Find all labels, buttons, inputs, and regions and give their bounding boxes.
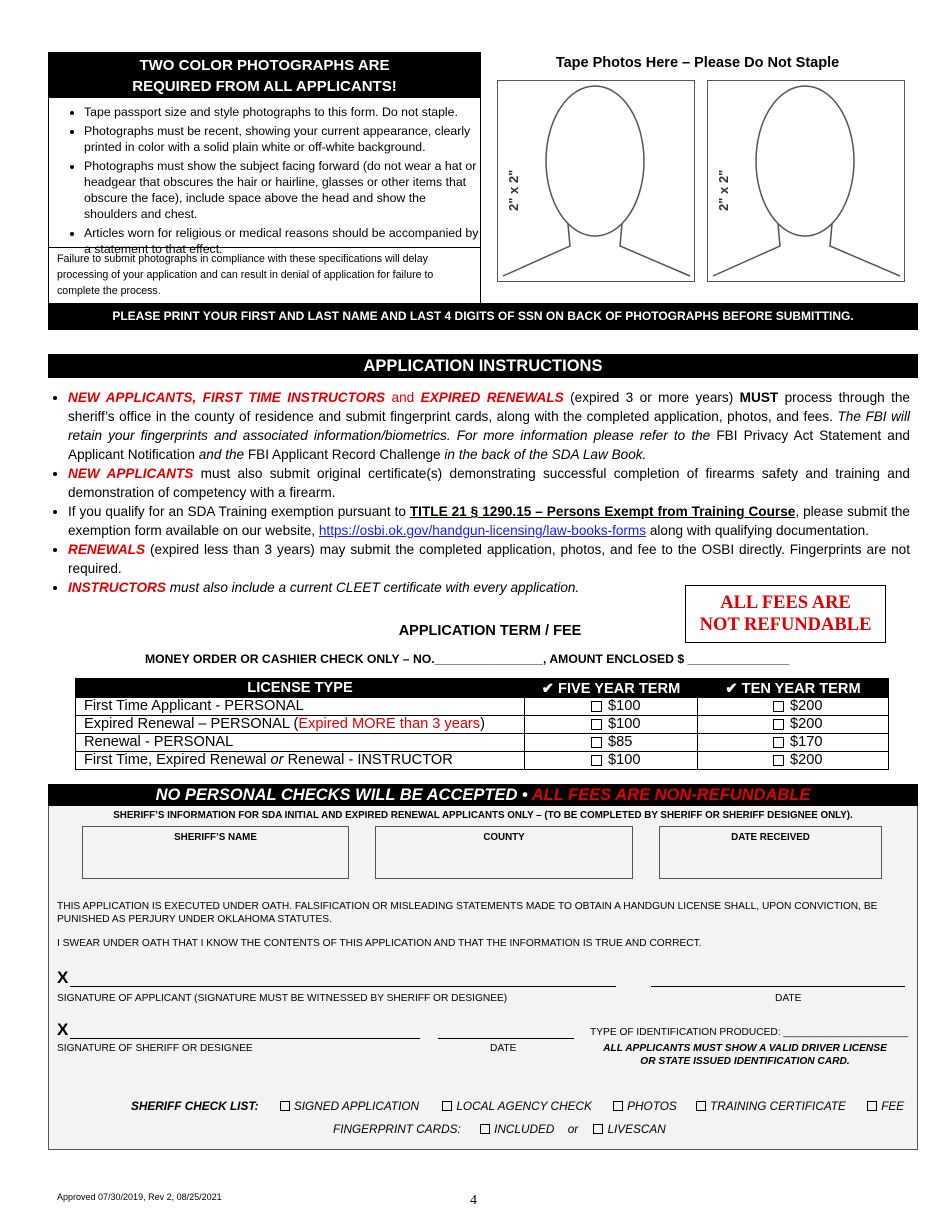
included-checkbox[interactable] <box>480 1124 490 1134</box>
table-row <box>76 752 889 770</box>
fingerprint-label: FINGERPRINT CARDS: <box>333 1122 461 1136</box>
applicant-signature-label: SIGNATURE OF APPLICANT (SIGNATURE MUST BE WITNESSED BY SHERIFF OR DESIGNEE) <box>57 993 508 1004</box>
photo-requirement-item: • Photographs must be recent, showing your current appearance, clearly printed in color with a solid plain white or off-white background. <box>84 123 480 155</box>
id-requirement-note: ALL APPLICANTS MUST SHOW A VALID DRIVER LICENSE OR STATE ISSUED IDENTIFICATION CARD. <box>603 1043 887 1067</box>
oath-swear: I SWEAR UNDER OATH THAT I KNOW THE CONTENTS OF THIS APPLICATION AND THAT THE INFORMATION IS TRUE AND CORRECT. <box>57 938 702 949</box>
photo-size-label: 2" x 2" <box>716 169 731 211</box>
instruction-item: • If you qualify for an SDA Training exemption pursuant to TITLE 21 § 1290.15 – Persons Exempt from Training Course, please submit the exemption form available on our website, https://osbi.ok.gov/handgun-licensing/law-books-forms along with qualifying documentation. <box>68 502 910 540</box>
photo-requirements-header <box>49 53 480 98</box>
fees-not-refundable-box <box>685 585 886 643</box>
approval-footer: Approved 07/30/2019, Rev 2, 08/25/2021 <box>57 1192 222 1202</box>
applicant-signature-line[interactable] <box>70 970 616 987</box>
sheriff-info-heading: SHERIFF’S INFORMATION FOR SDA INITIAL AND EXPIRED RENEWAL APPLICANTS ONLY – (TO BE COMPLETED BY SHERIFF OR SHERIFF DESIGNEE ONLY). <box>113 810 853 821</box>
photo-size-label: 2" x 2" <box>506 169 521 211</box>
five-year-header: ✔ FIVE YEAR TERM <box>525 679 698 698</box>
head-silhouette-icon <box>708 81 903 280</box>
oath-statement: THIS APPLICATION IS EXECUTED UNDER OATH. FALSIFICATION OR MISLEADING STATEMENTS MADE TO OBTAIN A HANDGUN LICENSE SHALL, UPON CONVICTION, BE PUNISHED AS PERJURY UNDER OKLAHOMA STATUTES. <box>57 901 878 925</box>
photo-requirement-item: • Tape passport size and style photographs to this form. Do not staple. <box>84 104 480 120</box>
applicant-date-label: DATE <box>775 993 802 1004</box>
sheriff-date-line[interactable] <box>438 1022 574 1039</box>
ten-year-fee: $200 <box>790 752 823 768</box>
photo-requirements-list <box>49 104 480 257</box>
license-type-cell: Expired Renewal – PERSONAL (Expired MORE than 3 years) <box>76 716 525 734</box>
table-row <box>76 716 889 734</box>
ten-year-header: ✔ TEN YEAR TERM <box>698 679 889 698</box>
five-year-fee: $85 <box>608 734 633 750</box>
sheriff-name-label: SHERIFF’S NAME <box>174 832 257 843</box>
sheriff-x-mark: X <box>57 1020 69 1039</box>
photo-requirements-box <box>48 52 481 304</box>
ten-year-checkbox[interactable] <box>773 701 784 712</box>
photo-requirement-item: • Photographs must show the subject facing forward (do not wear a hat or headgear that obscures the hair or hairline, glasses or other items that obscure the face), include space above the head and show the shoulders and chest. <box>84 158 480 222</box>
ten-year-fee: $170 <box>790 734 823 750</box>
five-year-checkbox[interactable] <box>591 719 602 730</box>
five-year-fee: $100 <box>608 716 641 732</box>
fingerprint-checklist: FINGERPRINT CARDS: INCLUDED or LIVESCAN <box>333 1122 666 1136</box>
applicant-date-line[interactable] <box>651 970 905 987</box>
sheriff-name-field[interactable] <box>82 826 349 879</box>
fees-box-line1: ALL FEES ARE <box>720 593 851 613</box>
sheriff-signature-line[interactable] <box>70 1022 420 1039</box>
id-produced-field[interactable]: TYPE OF IDENTIFICATION PRODUCED: ______________________ <box>590 1027 909 1038</box>
license-type-cell: First Time, Expired Renewal or Renewal - INSTRUCTOR <box>76 752 525 770</box>
sheriff-date-label: DATE <box>490 1043 517 1054</box>
photo-placeholder-2[interactable] <box>707 80 905 282</box>
fees-box-line2: NOT REFUNDABLE <box>699 615 872 635</box>
ten-year-fee: $200 <box>790 698 823 714</box>
photo-requirement-item: • Articles worn for religious or medical reasons should be accompanied by a statement to that effect. <box>84 225 480 257</box>
date-received-label: DATE RECEIVED <box>731 832 810 843</box>
photo-placeholder-1[interactable] <box>497 80 695 282</box>
sheriff-checklist: SHERIFF CHECK LIST: SIGNED APPLICATION LOCAL AGENCY CHECK PHOTOS TRAINING CERTIFICATE FEE <box>131 1099 905 1113</box>
ten-year-checkbox[interactable] <box>773 755 784 766</box>
checklist-label: SHERIFF CHECK LIST: <box>131 1099 259 1113</box>
five-year-fee: $100 <box>608 752 641 768</box>
law-books-forms-link[interactable]: https://osbi.ok.gov/handgun-licensing/law-books-forms <box>318 523 647 538</box>
instruction-item: • NEW APPLICANTS must also submit original certificate(s) demonstrating successful completion of firearms safety and training and demonstration of competency with a firearm. <box>68 464 910 502</box>
term-fee-title: APPLICATION TERM / FEE <box>398 623 582 639</box>
instructions-header: APPLICATION INSTRUCTIONS <box>48 354 918 378</box>
license-fee-table <box>75 678 889 770</box>
instructions-list <box>48 388 910 597</box>
table-row <box>76 734 889 752</box>
local-agency-check-checkbox[interactable] <box>442 1101 452 1111</box>
photo-title-line1: TWO COLOR PHOTOGRAPHS ARE <box>139 57 390 74</box>
ten-year-fee: $200 <box>790 716 823 732</box>
money-order-line[interactable]: MONEY ORDER OR CASHIER CHECK ONLY – NO.________________, AMOUNT ENCLOSED $ _______________ <box>145 652 790 666</box>
five-year-checkbox[interactable] <box>591 701 602 712</box>
sheriff-signature-label: SIGNATURE OF SHERIFF OR DESIGNEE <box>57 1043 253 1054</box>
no-personal-checks-bar: NO PERSONAL CHECKS WILL BE ACCEPTED • ALL FEES ARE NON-REFUNDABLE <box>48 784 918 806</box>
photos-checkbox[interactable] <box>613 1101 623 1111</box>
ten-year-checkbox[interactable] <box>773 737 784 748</box>
livescan-checkbox[interactable] <box>593 1124 603 1134</box>
tape-photos-title: Tape Photos Here – Please Do Not Staple <box>555 55 840 71</box>
license-type-cell: Renewal - PERSONAL <box>76 734 525 752</box>
license-type-header: LICENSE TYPE <box>76 679 525 698</box>
instruction-item: • NEW APPLICANTS, FIRST TIME INSTRUCTORS and EXPIRED RENEWALS (expired 3 or more years) MUST process through the sheriff’s office in the county of residence and submit fingerprint cards, along with the completed application, photos, and fees. The FBI will retain your fingerprints and associated information/biometrics. For more information please refer to the FBI Privacy Act Statement and Applicant Notification and the FBI Applicant Record Challenge in the back of the SDA Law Book. <box>68 388 910 464</box>
county-label: COUNTY <box>483 832 525 843</box>
license-type-cell: First Time Applicant - PERSONAL <box>76 698 525 716</box>
applicant-x-mark: X <box>57 968 69 987</box>
instruction-item: • INSTRUCTORS must also include a current CLEET certificate with every application. <box>68 578 910 597</box>
fee-checkbox[interactable] <box>867 1101 877 1111</box>
instruction-item: • RENEWALS (expired less than 3 years) may submit the completed application, photos, and fee to the OSBI directly. Fingerprints are not required. <box>68 540 910 578</box>
signed-application-checkbox[interactable] <box>280 1101 290 1111</box>
table-row <box>76 698 889 716</box>
five-year-checkbox[interactable] <box>591 755 602 766</box>
photo-title-line2: REQUIRED FROM ALL APPLICANTS! <box>132 78 397 95</box>
five-year-fee: $100 <box>608 698 641 714</box>
head-silhouette-icon <box>498 81 693 280</box>
print-name-notice: PLEASE PRINT YOUR FIRST AND LAST NAME AND LAST 4 DIGITS OF SSN ON BACK OF PHOTOGRAPHS BEFORE SUBMITTING. <box>48 303 918 330</box>
ten-year-checkbox[interactable] <box>773 719 784 730</box>
county-field[interactable] <box>375 826 633 879</box>
page-number: 4 <box>470 1193 477 1208</box>
date-received-field[interactable] <box>659 826 882 879</box>
five-year-checkbox[interactable] <box>591 737 602 748</box>
training-certificate-checkbox[interactable] <box>696 1101 706 1111</box>
photo-compliance-note: Failure to submit photographs in compliance with these specifications will delay processing of your application and can result in denial of application for failure to complete the process. <box>49 247 480 303</box>
